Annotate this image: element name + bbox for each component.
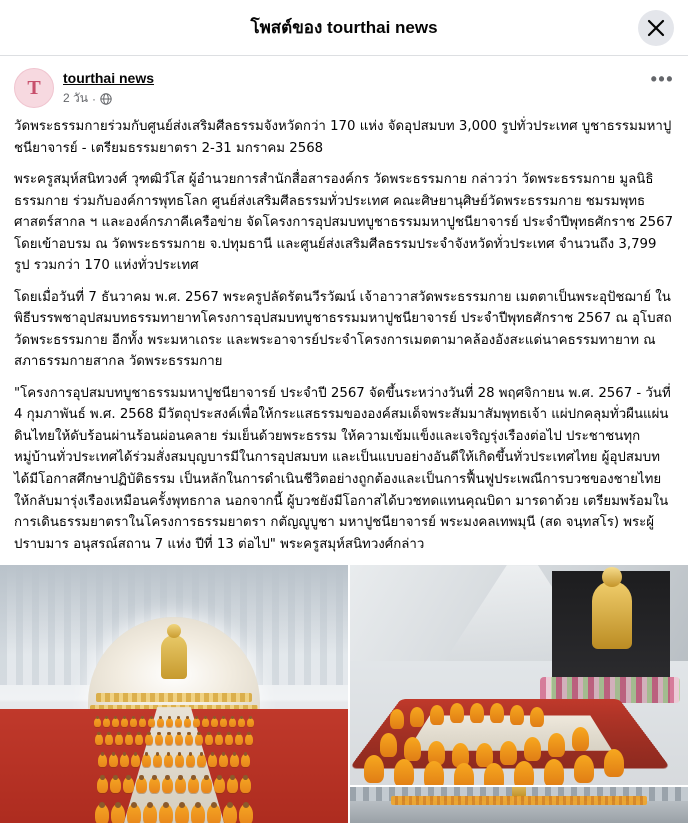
- post-meta: [63, 89, 154, 108]
- photo-hall-wide[interactable]: [350, 787, 688, 823]
- photo-ordination-ceremony[interactable]: [350, 565, 688, 785]
- post-photo-grid: [0, 565, 688, 823]
- photo-assembly-hall-image: [0, 565, 348, 823]
- page-name-link[interactable]: tourthai news: [63, 70, 155, 86]
- globe-icon: [100, 93, 112, 105]
- photo-column-right: [350, 565, 688, 823]
- photo-ordination-ceremony-image: [350, 565, 688, 785]
- post-header: [0, 56, 688, 112]
- post-author-block: [63, 68, 154, 108]
- photo-hall-wide-image: [350, 787, 688, 823]
- monk-rows: [0, 697, 348, 823]
- photo-assembly-hall[interactable]: [0, 565, 348, 823]
- post-paragraph: พระครูสมุห์สนิทวงศ์ วุฑฒิวํโส ผู้อำนวยการสำนักสื่อสารองค์กร วัดพระธรรมกาย กล่าวว่า วัดพระธรรมกาย มูลนิธิธรรมกาย ร่วมกับองค์การพุทธโลก ศูนย์ส่งเสริมศีลธรรมทั่วประเทศ คณะศิษยานุศิษย์วัดพระธรรมกาย ชมรมพุทธศาสตร์สากล ฯ และองค์กรภาคีเครือข่าย จัดโครงการอุปสมบทบูชาธรรมมหาปูชนียาจารย์ ประจำปีพุทธศักราช 2567 โดยเข้าอบรม ณ วัดพระธรรมกาย จ.ปทุมธานี และศูนย์ส่งเสริมศีลธรรมประจำจังหวัดทั่วประเทศ จำนวนถึง 3,799 รูป รวมกว่า 170 แห่งทั่วประเทศ: [14, 172, 674, 274]
- post-timestamp[interactable]: 2 วัน: [63, 91, 88, 105]
- post-more-options-button[interactable]: •••: [650, 69, 674, 89]
- dialog-header: [0, 0, 688, 56]
- close-icon: [647, 19, 665, 37]
- post-container: [0, 56, 688, 823]
- page-title: โพสต์ของ tourthai news: [250, 18, 438, 37]
- post-message: [0, 112, 688, 565]
- post-paragraph: วัดพระธรรมกายร่วมกับศูนย์ส่งเสริมศีลธรรมจังหวัดกว่า 170 แห่ง จัดอุปสมบท 3,000 รูปทั่วประเทศ บูชาธรรมมหาปูชนียาจารย์ - เตรียมธรรมยาตรา 2-31 มกราคม 2568: [14, 119, 672, 156]
- post-paragraph: โดยเมื่อวันที่ 7 ธันวาคม พ.ศ. 2567 พระครูปลัดรัตนวีรวัฒน์ เจ้าอาวาสวัดพระธรรมกาย เมตตาเป็นพระอุปัชฌาย์ ในพิธีบรรพชาอุปสมบทธรรมทายาทโครงการอุปสมบทบูชาธรรมมหาปูชนียาจารย์ ประจำปีพุทธศักราช 2567 ณ อุโบสถ วัดพระธรรมกาย อีกทั้ง พระมหาเถระ และพระอาจารย์ประจำโครงการเมตตามาคล้องอังสะแด่นาคธรรมทายาท ณ สภาธรรมกายสากล วัดพระธรรมกาย: [14, 289, 672, 370]
- close-button[interactable]: [638, 10, 674, 46]
- meta-separator: ·: [91, 91, 96, 106]
- avatar[interactable]: T: [14, 68, 54, 108]
- post-paragraph: "โครงการอุปสมบทบูชาธรรมมหาปูชนียาจารย์ ประจำปี 2567 จัดขึ้นระหว่างวันที่ 28 พฤศจิกายน พ.ศ. 2567 - วันที่ 4 กุมภาพันธ์ พ.ศ. 2568 มีวัตถุประสงค์เพื่อให้กระแสธรรมขององค์สมเด็จพระสัมมาสัมพุทธเจ้า แผ่ปกคลุมทั่วผืนแผ่นดินไทยให้ดับร้อนผ่านร้อนผ่อนคลาย ร่มเย็นด้วยพระธรรม ให้ความเข้มแข็งและเจริญรุ่งเรืองต่อไป ประชาชนทุกหมู่บ้านทั่วประเทศได้ร่วมสั่งสมบุญบารมีในการอุปสมบท และเป็นแบบอย่างอันดีให้เกิดขึ้นทั่วประเทศไทย ผู้อุปสมบทได้มีโอกาสศึกษาปฏิบัติธรรม เป็นหลักในการดำเนินชีวิตอย่างถูกต้องและเป็นการฟื้นฟูประเพณีการบวชของชายไทย ให้กลับมารุ่งเรืองเหมือนครั้งพุทธกาล นอกจากนี้ ผู้บวชยังมีโอกาสได้บวชทดแทนคุณบิดา มารดาด้วย เตรียมพร้อมในการเดินธรรมยาตราในโครงการธรรมยาตรา กตัญญูบูชา มหาปูชนียาจารย์ พระมงคลเทพมุนี (สด จนฺทสโร) พระผู้ปราบมาร อนุสรณ์สถาน 7 แห่ง ปีที่ 13 ต่อไป" พระครูสมุห์สนิทวงศ์กล่าว: [14, 385, 671, 552]
